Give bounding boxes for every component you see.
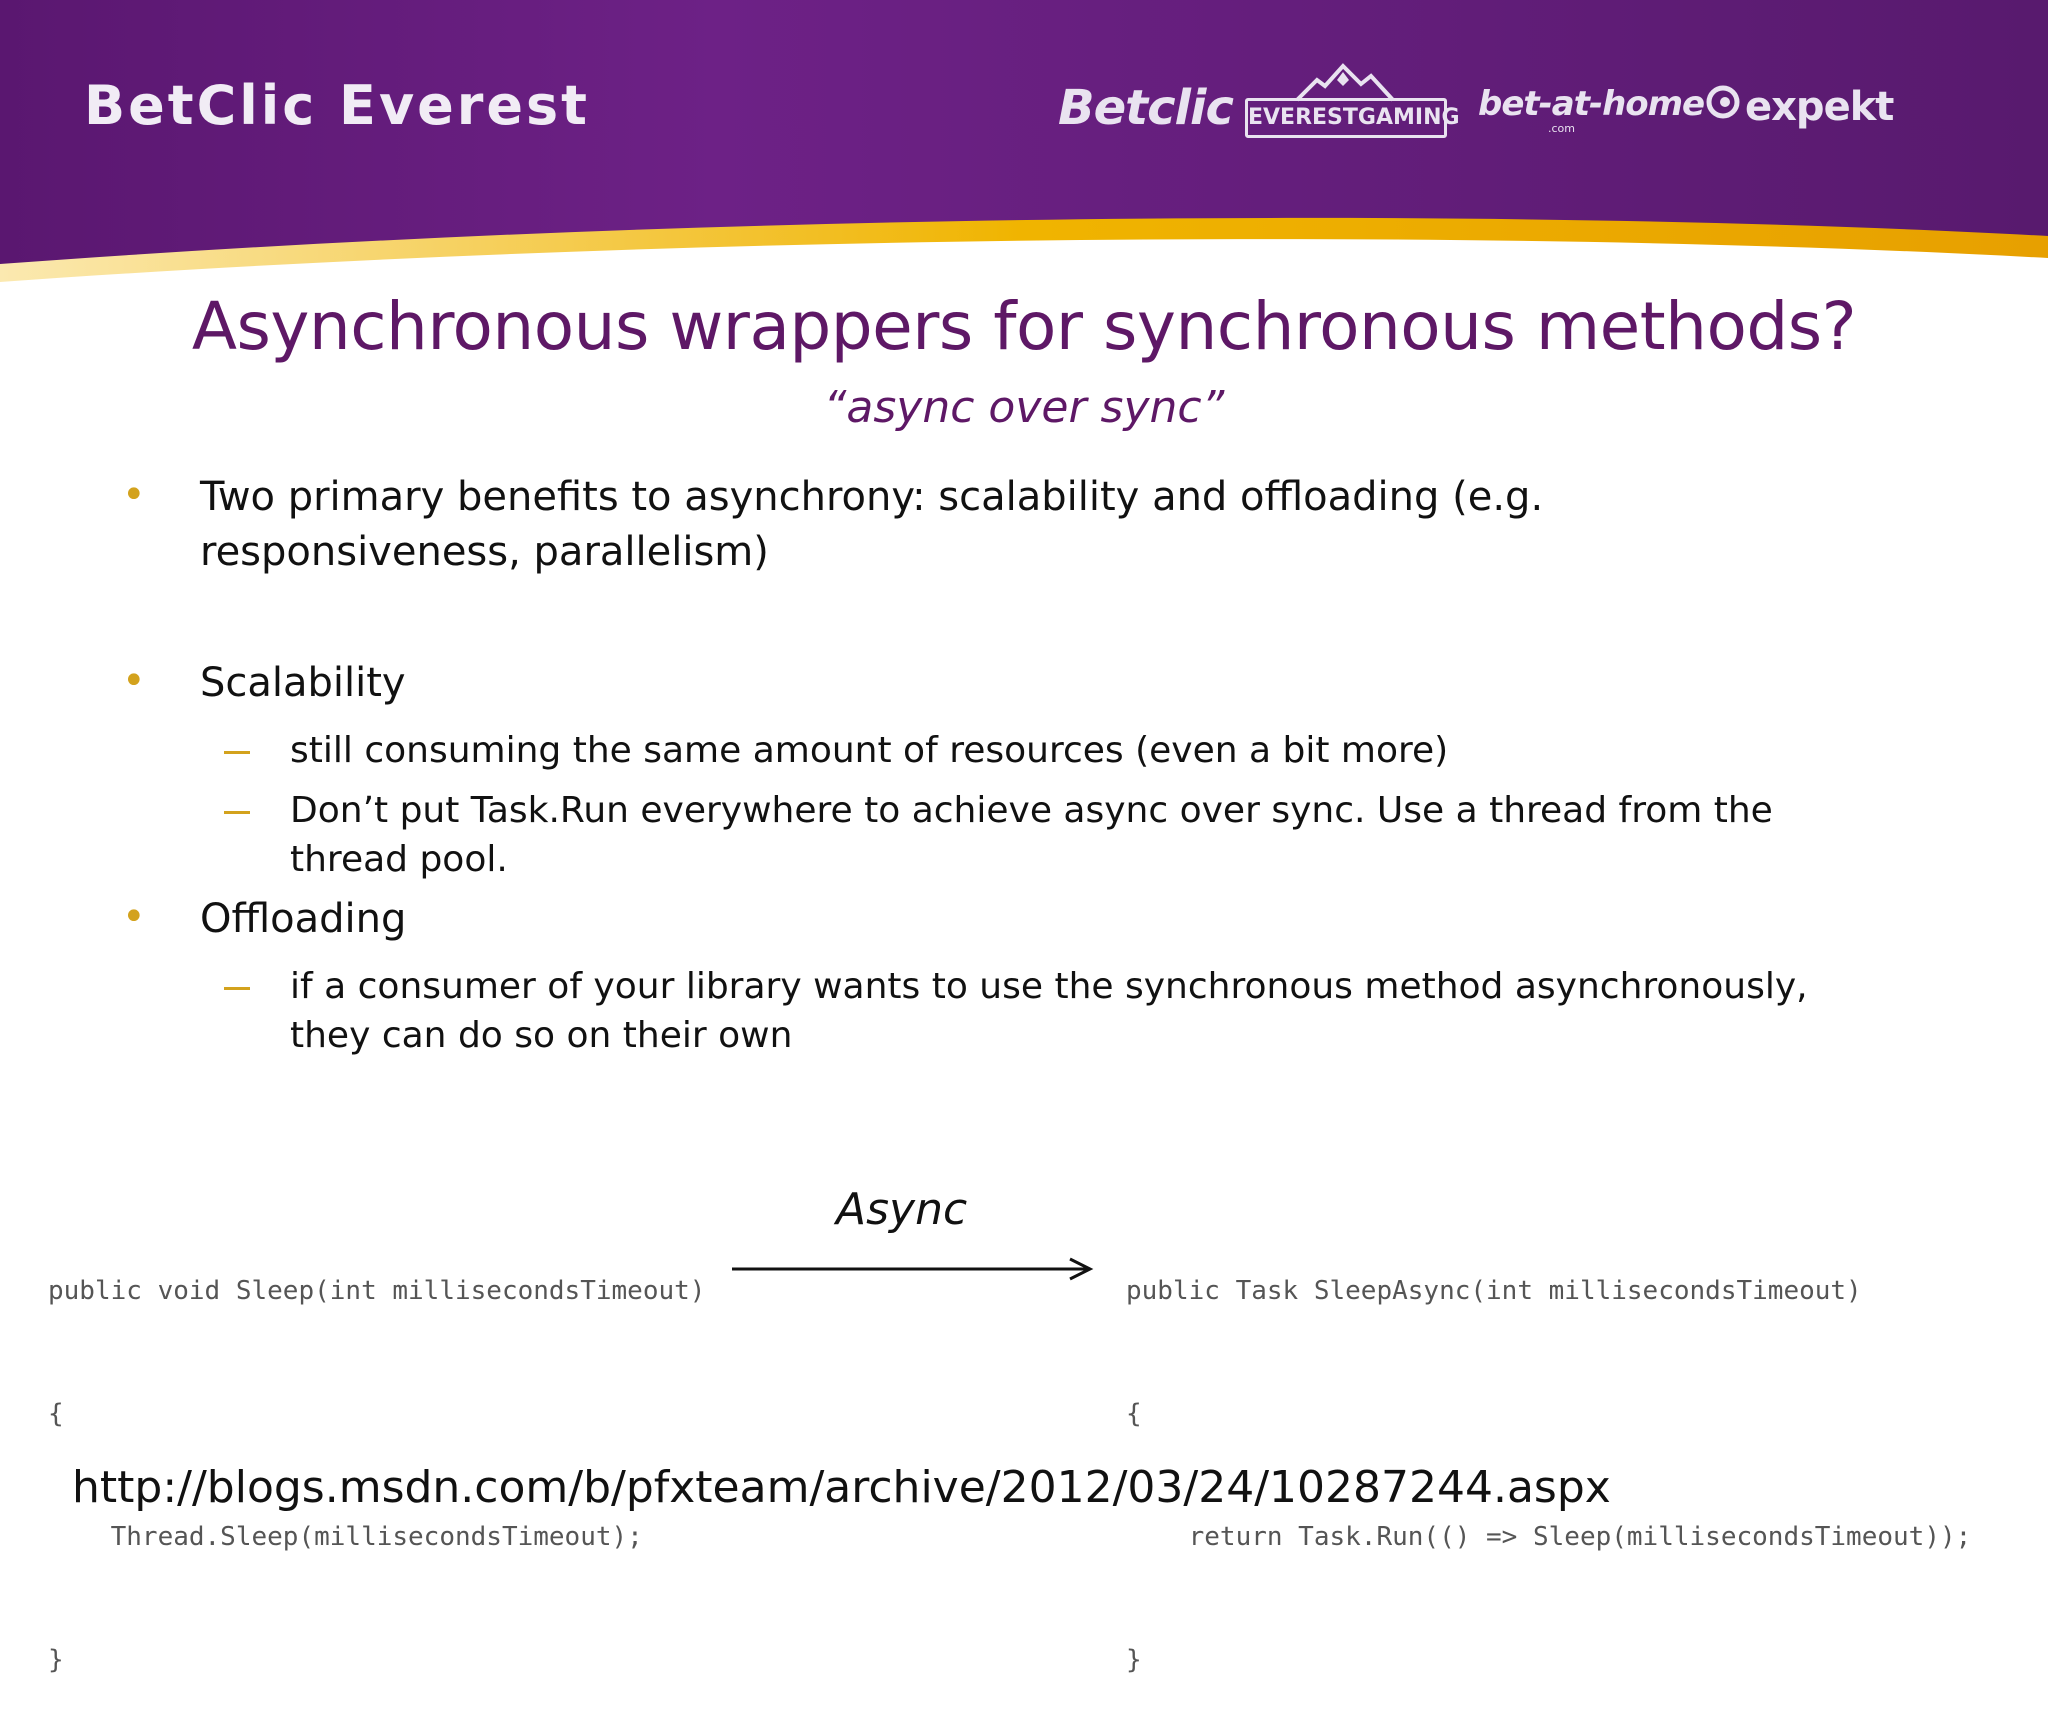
bet-at-home-suffix: .com — [1548, 122, 1575, 135]
code-line: Thread.Sleep(millisecondsTimeout); — [48, 1522, 643, 1552]
sub-bullet-dash — [224, 987, 250, 990]
sub-bullet-text — [290, 786, 1773, 884]
sub-bullet-line: Don’t put Task.Run everywhere to achieve async over sync. Use a thread from the — [290, 790, 1773, 831]
everest-gaming-logo — [1245, 62, 1460, 134]
sub-bullet-dash — [224, 811, 250, 814]
sub-bullet-line: they can do so on their own — [290, 1015, 793, 1056]
code-line: } — [48, 1645, 64, 1675]
bullet-line: Two primary benefits to asynchrony: scalability and offloading (e.g. — [200, 474, 1544, 520]
header-banner — [0, 0, 2048, 300]
bullet-dot: • — [122, 658, 146, 704]
mountain-icon — [1295, 62, 1395, 102]
code-sync-method — [48, 1189, 705, 1722]
betclic-logo: Betclic — [1058, 80, 1233, 136]
code-line: return Task.Run(() => Sleep(millisecondsTimeout)); — [1126, 1522, 1972, 1552]
slide-subtitle: “async over sync” — [823, 382, 1225, 433]
bullet-dot: • — [122, 894, 146, 940]
everest-gaming-wordmark: EVERESTGAMING — [1245, 98, 1447, 138]
code-line: { — [1126, 1399, 1142, 1429]
sub-bullet-dash — [224, 751, 250, 754]
sub-bullet-text — [290, 962, 1808, 1060]
bullet-text: Offloading — [200, 896, 407, 942]
arrow-label: Async — [836, 1184, 968, 1235]
bullet-dot: • — [122, 472, 146, 518]
right-arrow-icon — [730, 1254, 1096, 1284]
bullet-text: Scalability — [200, 660, 406, 706]
bet-at-home-logo: bet-at-home — [1478, 84, 1705, 124]
sub-bullet-line: thread pool. — [290, 839, 508, 880]
code-line: public Task SleepAsync(int millisecondsTimeout) — [1126, 1276, 1862, 1306]
code-async-method — [1126, 1189, 1971, 1722]
brand-title: BetClic Everest — [84, 74, 590, 137]
code-line: public void Sleep(int millisecondsTimeout) — [48, 1276, 706, 1306]
source-url: http://blogs.msdn.com/b/pfxteam/archive/2012/03/24/10287244.aspx — [72, 1462, 1611, 1513]
code-line: } — [1126, 1645, 1142, 1675]
bullet-text — [200, 470, 1543, 580]
expekt-logo — [1705, 84, 1893, 130]
banner-background — [0, 0, 2048, 300]
code-line: { — [48, 1399, 64, 1429]
bullet-line: responsiveness, parallelism) — [200, 529, 769, 575]
expekt-wordmark: expekt — [1745, 84, 1894, 130]
sub-bullet-text: still consuming the same amount of resources (even a bit more) — [290, 730, 1449, 771]
expekt-swirl-icon — [1705, 84, 1741, 130]
sub-bullet-line: if a consumer of your library wants to use the synchronous method asynchronously, — [290, 966, 1808, 1007]
slide-title: Asynchronous wrappers for synchronous methods? — [191, 288, 1857, 365]
